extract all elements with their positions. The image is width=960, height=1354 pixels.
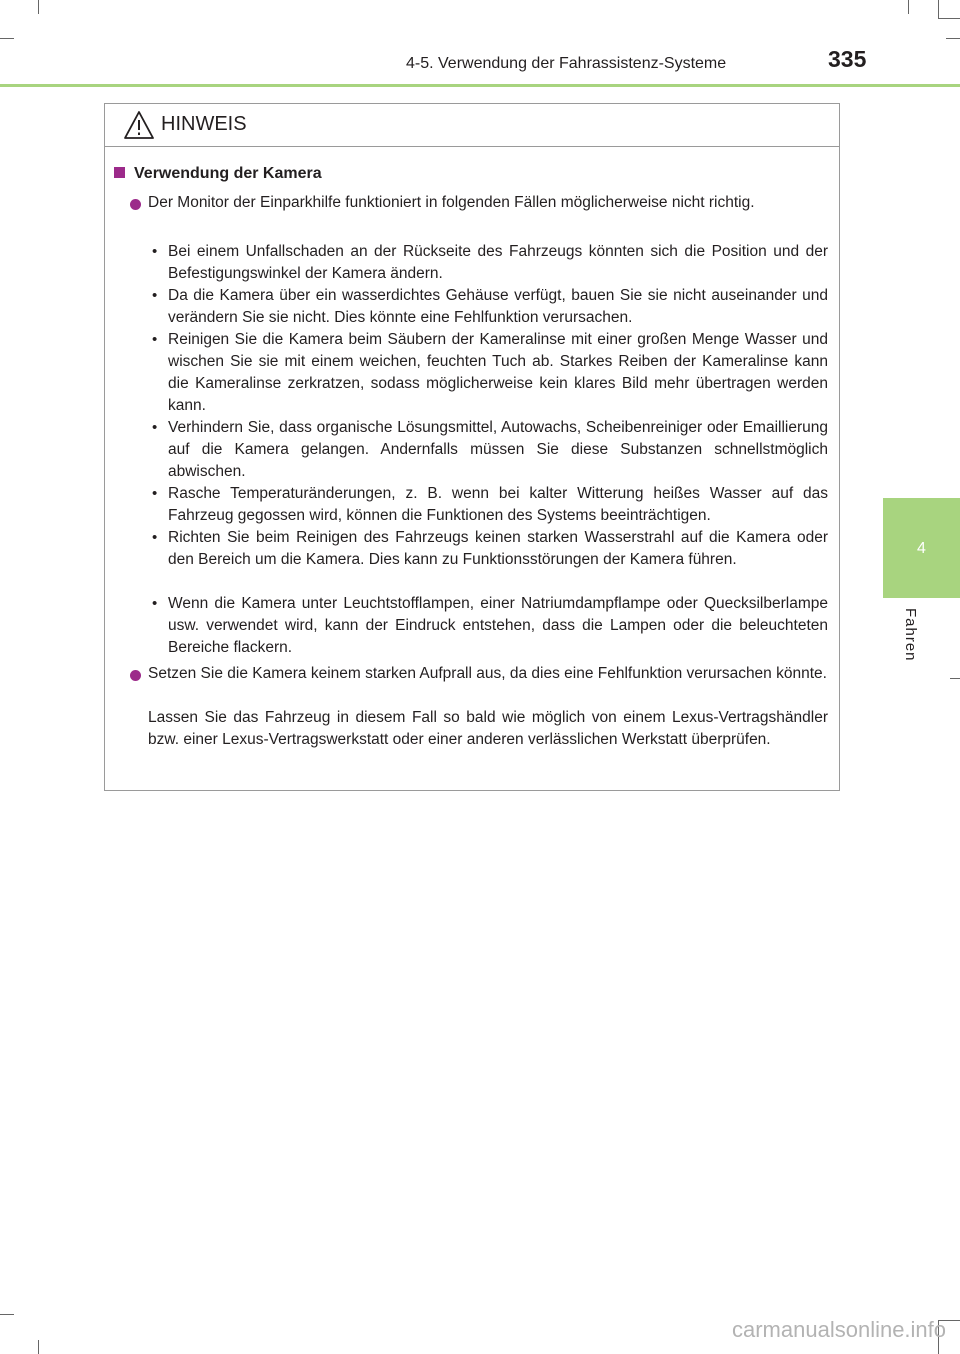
list-item: Reinigen Sie die Kamera beim Säubern der Kameralinse mit einer großen Menge Wasser und wischen Sie sie mit einem weichen, feuchten Tuch ab. Starkes Reiben der Kameralinse kann die Kameralinse zerkratzen, sodass möglicherweise kein klares Bild mehr übertragen werden kann. [168,331,828,414]
dash-bullet: • [152,287,158,304]
subheading [114,165,322,183]
square-bullet-icon [114,167,125,178]
crop-mark [946,38,960,39]
crop-mark [0,1314,14,1315]
list-item: Richten Sie beim Reinigen des Fahrzeugs keinen starken Wasserstrahl auf die Kamera oder den Bereich um die Kamera. Dies kann zu Funktionsstörungen der Kamera führen. [168,529,828,568]
subheading-text: Verwendung der Kamera [134,165,322,182]
section-title: 4-5. Verwendung der Fahrassistenz-Systeme [406,55,727,72]
dash-bullet: • [152,331,158,348]
bullet-paragraph: Der Monitor der Einparkhilfe funktioniert in folgenden Fällen möglicherweise nicht richtig. [148,194,755,211]
list-item: Da die Kamera über ein wasserdichtes Gehäuse verfügt, bauen Sie sie nicht auseinander und verändern Sie sie nicht. Dies könnte eine Fehlfunktion verursachen. [168,287,828,326]
watermark: carmanualsonline.info [732,1317,947,1342]
bullet-paragraph: Setzen Sie die Kamera keinem starken Aufprall aus, da dies eine Fehlfunktion verursachen könnte. [148,665,827,682]
header-rule [0,84,960,87]
crop-mark [950,678,960,679]
crop-mark [38,1340,39,1354]
dash-bullet: • [152,243,158,260]
dash-bullet: • [152,419,158,436]
list-item: Rasche Temperaturänderungen, z. B. wenn bei kalter Witterung heißes Wasser auf das Fahrzeug gegossen wird, können die Funktionen des Systems beeinträchtigen. [168,485,828,524]
chapter-number: 4 [917,540,926,557]
dash-bullet: • [152,595,158,612]
round-bullet-icon [130,199,141,210]
list-item: Verhindern Sie, dass organische Lösungsmittel, Autowachs, Scheibenreiniger oder Emaillierung auf die Kamera gelangen. Andernfalls müssen Sie diese Substanzen schnellstmöglich abwischen. [168,419,828,480]
page-number: 335 [828,46,867,72]
notice-box [104,103,840,791]
chapter-tab [883,498,960,598]
crop-mark [938,18,960,19]
chapter-name: Fahren [902,608,919,662]
round-bullet-icon [130,670,141,681]
crop-mark [38,0,39,14]
dash-bullet: • [152,485,158,502]
dash-bullet: • [152,529,158,546]
warning-triangle-icon [123,110,155,140]
notice-header [105,104,839,147]
list-item: Bei einem Unfallschaden an der Rückseite des Fahrzeugs könnten sich die Position und der Befestigungswinkel der Kamera ändern. [168,243,828,282]
list-item: Wenn die Kamera unter Leuchtstofflampen, einer Natriumdampflampe oder Quecksilberlampe usw. verwendet wird, kann der Eindruck entstehen, dass die Lampen oder die beleuchteten Bereiche flackern. [168,595,828,656]
bullet-paragraph-continued: Lassen Sie das Fahrzeug in diesem Fall so bald wie möglich von einem Lexus-Vertragshändler bzw. einer Lexus-Vertragswerkstatt oder einer anderen verlässlichen Werkstatt überprüfen. [148,709,828,748]
crop-mark [0,38,14,39]
notice-title: HINWEIS [161,113,247,135]
crop-mark [908,0,909,14]
crop-mark [938,0,939,18]
